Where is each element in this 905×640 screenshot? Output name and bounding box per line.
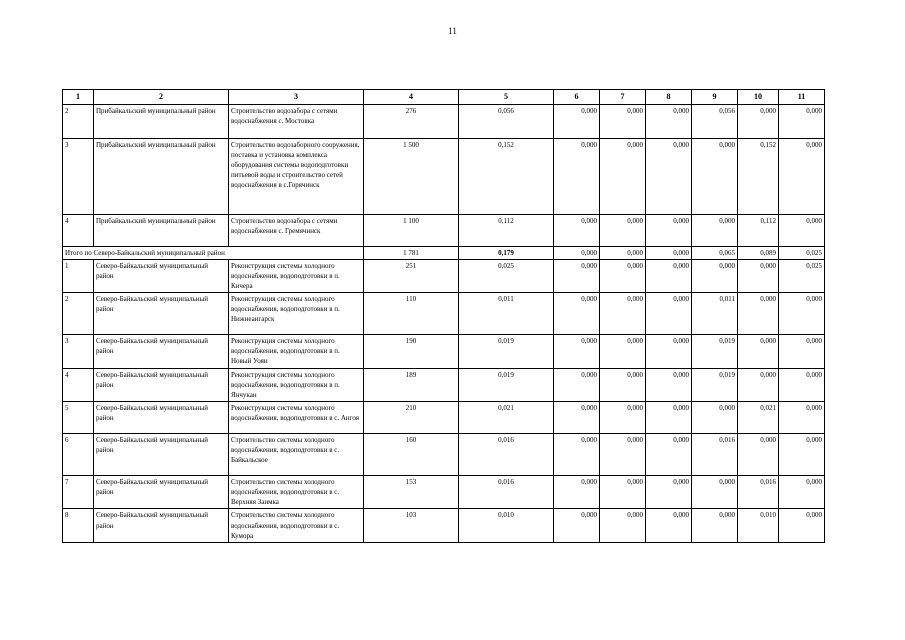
municipality-cell: Северо-Байкальский муниципальный район <box>94 402 229 434</box>
table-row <box>63 368 825 401</box>
value-cell: 0,021 <box>738 402 779 434</box>
value-cell: 0,025 <box>779 246 825 259</box>
value-cell: 0,000 <box>554 138 600 214</box>
value-cell: 0,019 <box>692 335 738 368</box>
value-cell: 0,000 <box>554 476 600 509</box>
table-row <box>63 259 825 292</box>
table-row <box>63 509 825 542</box>
column-header: 6 <box>554 90 600 105</box>
value-cell: 210 <box>364 402 459 434</box>
value-cell: 0,021 <box>459 402 554 434</box>
project-cell: Строительство водозабора с сетями водоснабжения с. Гремячинск <box>229 214 364 246</box>
value-cell: 1 500 <box>364 138 459 214</box>
municipality-cell: Северо-Байкальский муниципальный район <box>94 509 229 542</box>
municipality-cell: Северо-Байкальский муниципальный район <box>94 476 229 509</box>
value-cell: 0,000 <box>554 259 600 292</box>
value-cell: 0,000 <box>779 335 825 368</box>
value-cell: 1 100 <box>364 214 459 246</box>
value-cell: 0,000 <box>554 368 600 401</box>
column-header: 11 <box>779 90 825 105</box>
value-cell: 0,000 <box>600 138 646 214</box>
value-cell: 0,016 <box>692 434 738 476</box>
value-cell: 0,000 <box>554 402 600 434</box>
value-cell: 0,025 <box>779 259 825 292</box>
row-number: 2 <box>63 104 94 138</box>
value-cell: 0,016 <box>459 434 554 476</box>
value-cell: 0,000 <box>554 246 600 259</box>
row-number: 8 <box>63 509 94 542</box>
value-cell: 0,179 <box>459 246 554 259</box>
value-cell: 0,000 <box>600 476 646 509</box>
value-cell: 0,000 <box>600 509 646 542</box>
table-row <box>63 138 825 214</box>
value-cell: 0,000 <box>600 293 646 335</box>
column-header: 10 <box>738 90 779 105</box>
row-number: 3 <box>63 335 94 368</box>
value-cell: 0,065 <box>692 246 738 259</box>
value-cell: 0,025 <box>459 259 554 292</box>
value-cell: 0,000 <box>738 104 779 138</box>
value-cell: 0,000 <box>554 434 600 476</box>
value-cell: 0,152 <box>738 138 779 214</box>
municipality-cell: Северо-Байкальский муниципальный район <box>94 368 229 401</box>
value-cell: 0,152 <box>459 138 554 214</box>
value-cell: 0,000 <box>554 509 600 542</box>
page-number: 11 <box>448 26 457 36</box>
row-number: 2 <box>63 293 94 335</box>
municipality-cell: Прибайкальский муниципальный район <box>94 104 229 138</box>
value-cell: 0,000 <box>692 476 738 509</box>
value-cell: 0,019 <box>459 368 554 401</box>
column-header: 5 <box>459 90 554 105</box>
row-number: 4 <box>63 214 94 246</box>
value-cell: 0,000 <box>692 259 738 292</box>
value-cell: 0,000 <box>600 434 646 476</box>
value-cell: 251 <box>364 259 459 292</box>
value-cell: 189 <box>364 368 459 401</box>
value-cell: 0,112 <box>459 214 554 246</box>
table-row <box>63 335 825 368</box>
value-cell: 0,011 <box>459 293 554 335</box>
value-cell: 0,000 <box>646 434 692 476</box>
value-cell: 0,000 <box>779 214 825 246</box>
project-cell: Реконструкция системы холодного водоснабжения, водоподготовки в п. Новый Уоян <box>229 335 364 368</box>
value-cell: 0,010 <box>459 509 554 542</box>
municipality-cell: Северо-Байкальский муниципальный район <box>94 259 229 292</box>
value-cell: 110 <box>364 293 459 335</box>
project-cell: Строительство водозабора с сетями водоснабжения с. Мостовка <box>229 104 364 138</box>
value-cell: 0,089 <box>738 246 779 259</box>
row-number: 7 <box>63 476 94 509</box>
value-cell: 0,000 <box>738 368 779 401</box>
value-cell: 0,000 <box>554 335 600 368</box>
table-row <box>63 214 825 246</box>
municipality-cell: Северо-Байкальский муниципальный район <box>94 434 229 476</box>
row-number: 6 <box>63 434 94 476</box>
value-cell: 0,000 <box>600 259 646 292</box>
value-cell: 0,010 <box>738 509 779 542</box>
value-cell: 0,000 <box>779 293 825 335</box>
value-cell: 0,000 <box>600 368 646 401</box>
municipality-cell: Прибайкальский муниципальный район <box>94 138 229 214</box>
project-cell: Строительство системы холодного водоснабжения, водоподготовки в с. Верхняя Заимка <box>229 476 364 509</box>
municipality-cell: Северо-Байкальский муниципальный район <box>94 293 229 335</box>
value-cell: 0,000 <box>692 402 738 434</box>
table-row <box>63 104 825 138</box>
value-cell: 0,016 <box>738 476 779 509</box>
municipality-cell: Северо-Байкальский муниципальный район <box>94 335 229 368</box>
value-cell: 0,000 <box>600 402 646 434</box>
column-header: 9 <box>692 90 738 105</box>
row-number: 1 <box>63 259 94 292</box>
value-cell: 0,000 <box>646 402 692 434</box>
value-cell: 0,000 <box>646 214 692 246</box>
row-number: 5 <box>63 402 94 434</box>
value-cell: 0,000 <box>646 246 692 259</box>
value-cell: 0,000 <box>738 293 779 335</box>
project-cell: Реконструкция системы холодного водоснабжения, водоподготовки в с. Ангоя <box>229 402 364 434</box>
municipality-cell: Прибайкальский муниципальный район <box>94 214 229 246</box>
value-cell: 0,056 <box>459 104 554 138</box>
value-cell: 0,000 <box>646 335 692 368</box>
value-cell: 0,000 <box>779 138 825 214</box>
value-cell: 0,016 <box>459 476 554 509</box>
value-cell: 0,000 <box>600 214 646 246</box>
value-cell: 153 <box>364 476 459 509</box>
value-cell: 0,000 <box>692 509 738 542</box>
table-row <box>63 293 825 335</box>
value-cell: 1 781 <box>364 246 459 259</box>
value-cell: 276 <box>364 104 459 138</box>
value-cell: 0,000 <box>554 214 600 246</box>
row-number: 4 <box>63 368 94 401</box>
project-cell: Строительство системы холодного водоснабжения, водоподготовки в с. Байкальское <box>229 434 364 476</box>
column-header: 7 <box>600 90 646 105</box>
value-cell: 0,000 <box>779 368 825 401</box>
value-cell: 0,011 <box>692 293 738 335</box>
value-cell: 0,000 <box>779 104 825 138</box>
value-cell: 0,000 <box>600 104 646 138</box>
project-cell: Реконструкция системы холодного водоснабжения, водоподготовки в п. Янчукан <box>229 368 364 401</box>
value-cell: 0,000 <box>600 246 646 259</box>
column-header: 4 <box>364 90 459 105</box>
value-cell: 0,000 <box>779 434 825 476</box>
value-cell: 0,019 <box>692 368 738 401</box>
value-cell: 0,000 <box>600 335 646 368</box>
value-cell: 0,000 <box>738 434 779 476</box>
value-cell: 0,000 <box>738 335 779 368</box>
total-label: Итого по Северо-Байкальский муниципальный район <box>63 246 364 259</box>
column-header: 3 <box>229 90 364 105</box>
value-cell: 0,000 <box>779 402 825 434</box>
column-header: 2 <box>94 90 229 105</box>
value-cell: 190 <box>364 335 459 368</box>
value-cell: 0,000 <box>738 259 779 292</box>
project-cell: Строительство системы холодного водоснабжения, водоподготовки в с. Кумора <box>229 509 364 542</box>
table-row <box>63 402 825 434</box>
value-cell: 0,000 <box>692 138 738 214</box>
value-cell: 0,000 <box>554 293 600 335</box>
value-cell: 0,000 <box>646 138 692 214</box>
total-row <box>63 246 825 259</box>
value-cell: 0,000 <box>646 509 692 542</box>
value-cell: 0,019 <box>459 335 554 368</box>
project-cell: Реконструкция системы холодного водоснабжения, водоподготовки в п. Кичера <box>229 259 364 292</box>
table-row <box>63 434 825 476</box>
value-cell: 0,000 <box>554 104 600 138</box>
value-cell: 0,000 <box>779 476 825 509</box>
value-cell: 0,112 <box>738 214 779 246</box>
investment-table <box>62 89 825 543</box>
value-cell: 0,000 <box>646 259 692 292</box>
value-cell: 103 <box>364 509 459 542</box>
table-row <box>63 476 825 509</box>
value-cell: 0,000 <box>646 104 692 138</box>
value-cell: 160 <box>364 434 459 476</box>
header-row <box>63 90 825 105</box>
project-cell: Реконструкция системы холодного водоснабжения, водоподготовки в п. Нижнеангарск <box>229 293 364 335</box>
row-number: 3 <box>63 138 94 214</box>
project-cell: Строительство водозаборного сооружения, поставка и установка комплекса оборудования системы водоподготовки питьевой воды и строительство сетей водоснабжения в с.Горячинск <box>229 138 364 214</box>
value-cell: 0,000 <box>646 293 692 335</box>
value-cell: 0,000 <box>779 509 825 542</box>
column-header: 8 <box>646 90 692 105</box>
value-cell: 0,000 <box>646 368 692 401</box>
value-cell: 0,000 <box>692 214 738 246</box>
value-cell: 0,056 <box>692 104 738 138</box>
value-cell: 0,000 <box>646 476 692 509</box>
column-header: 1 <box>63 90 94 105</box>
